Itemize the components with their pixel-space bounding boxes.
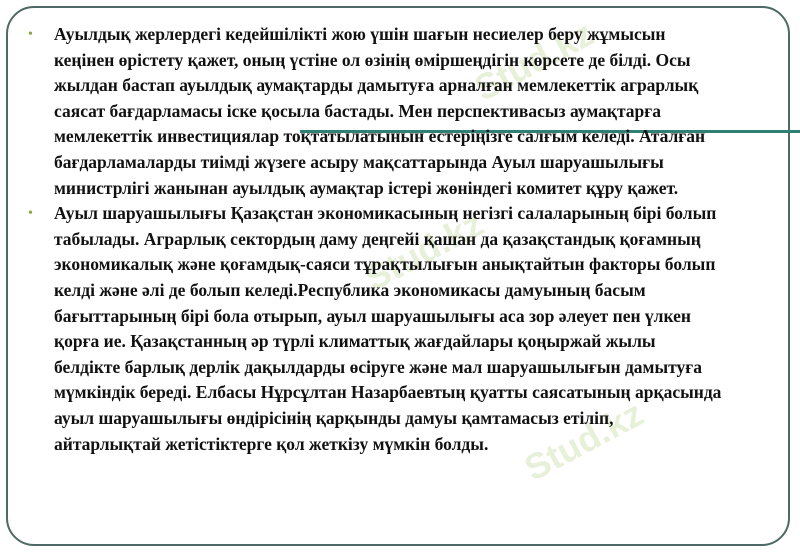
- paragraph-1: Ауылдық жерлердегі кедейшілікті жою үшін шағын несиелер беру жұмысын кеңінен өрістету қажет, оның үстіне ол өзінің өміршеңдігін көрсете де білді. Осы жылдан бастап ауылдық аумақтарды дамытуға арналған мемлекеттік аграрлық саясат бағдарламасы іске қосыла бастады. Мен перспективасыз аумақтарға мемлекеттік инвестициялар тоқтатылатынын естеріңізге салғым келеді. Аталған бағдарламаларды тиімді жүзеге асыру мақсаттарында Ауыл шаруашылығы министрлігі жанынан ауылдық аумақтар істері жөніндегі комитет құру қажет.: [54, 24, 706, 198]
- watermark: Stud.kz: [467, 12, 600, 109]
- bullet-item: [24, 201, 724, 457]
- watermark: Stud.kz: [517, 392, 650, 489]
- paragraph-2: Ауыл шаруашылығы Қазақстан экономикасының негізгі салаларының бірі болып табылады. Аграрлық сектордың даму деңгейі қашан да қазақстандық қоғамның экономикалық және қоғамдық-саяси тұрақтылығын анықтайтын факторы болып келді және әлі де болып келеді.Республика экономикасы дамуының басым бағыттарының бірі бола отырып, ауыл шаруашылығы аса зор әлеует пен үлкен қорға ие. Қазақстанның әр түрлі климаттық жағдайлары қоңыржай жылы белдікте барлық дерлік дақылдарды өсіруге және мал шаруашылығын дамытуға мүмкіндік береді. Елбасы Нұрсұлтан Назарбаевтың қуатты саясатының арқасында ауыл шаруашылығы өндірісінің қарқынды дамуы қамтамасыз етіліп, айтарлықтай жетістіктерге қол жеткізу мүмкін болды.: [54, 203, 722, 454]
- watermark: Stud.kz: [357, 202, 490, 299]
- bullet-list: [24, 22, 724, 457]
- bullet-icon: •: [28, 27, 33, 42]
- bullet-icon: •: [28, 206, 33, 222]
- slide-content: [24, 22, 724, 457]
- bullet-item: [24, 22, 724, 201]
